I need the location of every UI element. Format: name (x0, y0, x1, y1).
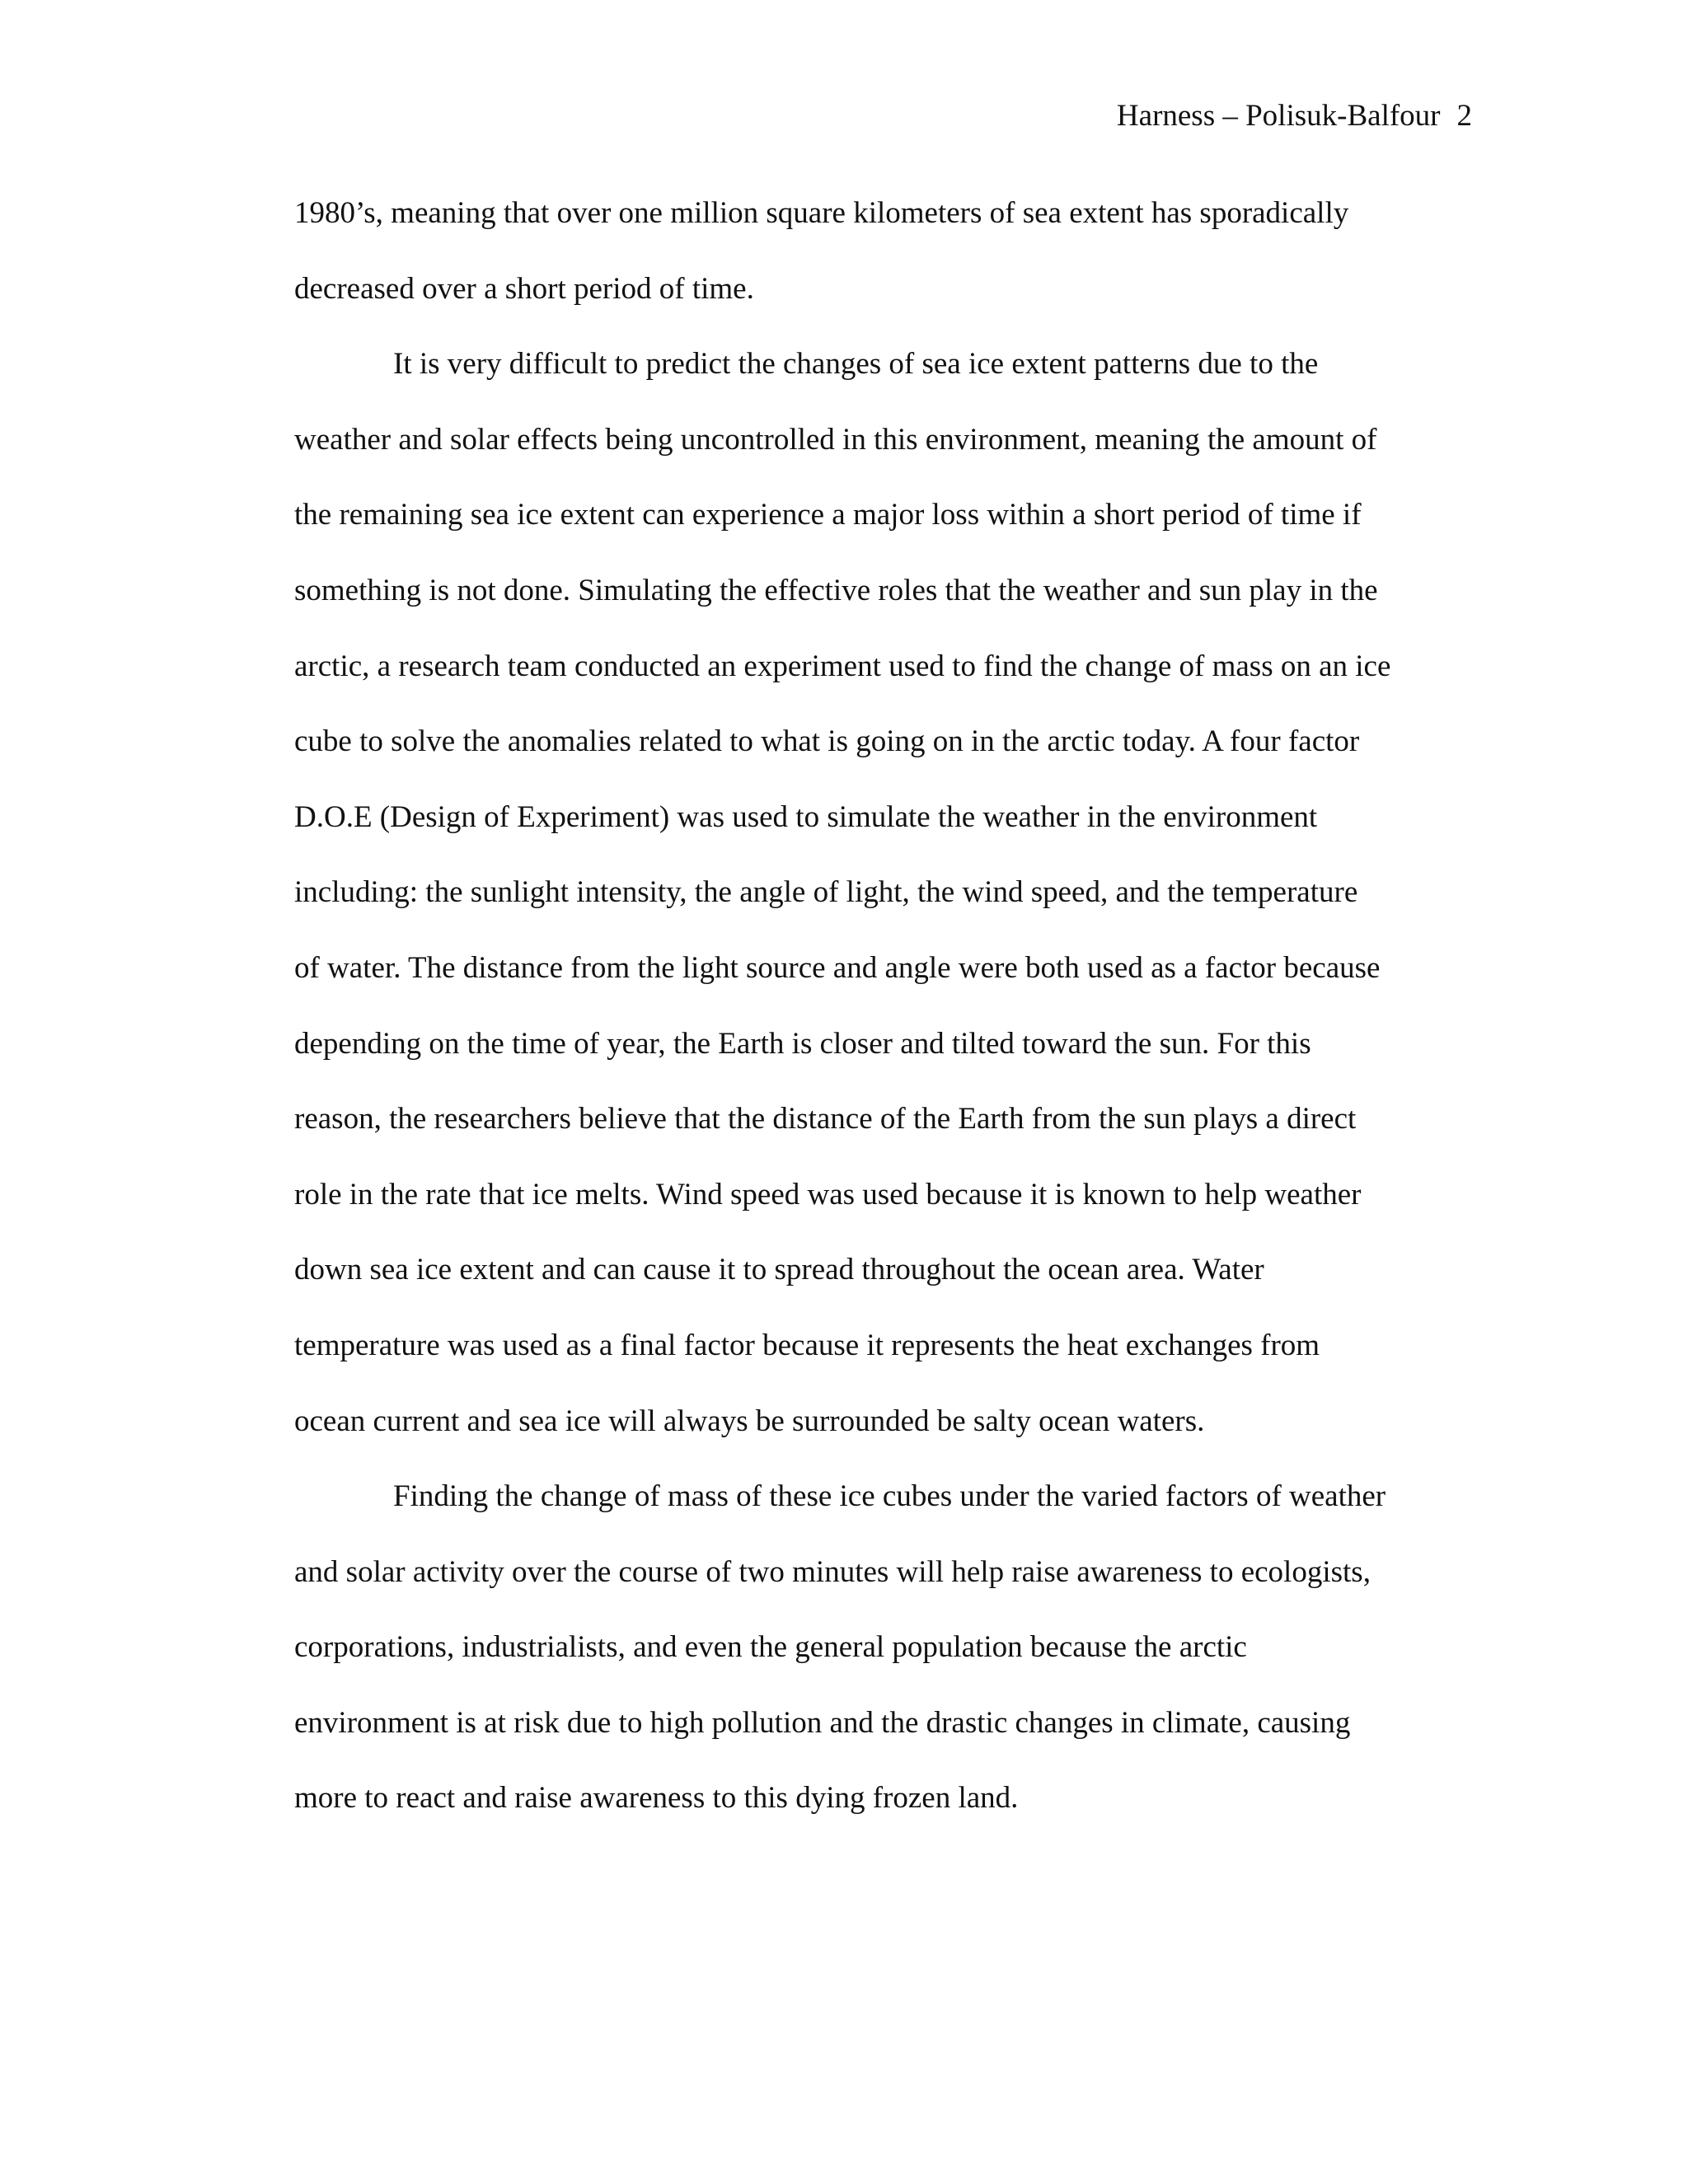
text-line: 1980’s, meaning that over one million square kilometers of sea extent has sporadically (294, 196, 1349, 230)
text-line: decreased over a short period of time. (294, 271, 754, 306)
text-line: environment is at risk due to high pollution and the drastic changes in climate, causing (294, 1705, 1351, 1740)
text-line: D.O.E (Design of Experiment) was used to simulate the weather in the environment (294, 799, 1318, 834)
text-line: the remaining sea ice extent can experience a major loss within a short period of time if (294, 498, 1362, 532)
text-line: depending on the time of year, the Earth is closer and tilted toward the sun. For this (294, 1026, 1311, 1061)
paragraph-first-line: It is very difficult to predict the changes of sea ice extent patterns due to the (393, 347, 1319, 382)
text-line: corporations, industrialists, and even the general population because the arctic (294, 1630, 1247, 1665)
text-line: including: the sunlight intensity, the angle of light, the wind speed, and the temperature (294, 875, 1358, 910)
page-number: 2 (1456, 99, 1472, 133)
running-head-text: Harness – Polisuk-Balfour (1116, 99, 1441, 133)
paragraph-first-line: Finding the change of mass of these ice cubes under the varied factors of weather (393, 1479, 1386, 1514)
text-line: weather and solar effects being uncontrolled in this environment, meaning the amount of (294, 422, 1377, 457)
text-line: and solar activity over the course of two minutes will help raise awareness to ecologists, (294, 1554, 1371, 1589)
text-line: arctic, a research team conducted an experiment used to find the change of mass on an ice (294, 649, 1391, 683)
text-line: ocean current and sea ice will always be surrounded be salty ocean waters. (294, 1404, 1205, 1438)
text-line: something is not done. Simulating the effective roles that the weather and sun play in the (294, 573, 1378, 607)
text-line: reason, the researchers believe that the distance of the Earth from the sun plays a direct (294, 1102, 1357, 1137)
text-line: of water. The distance from the light source and angle were both used as a factor because (294, 950, 1381, 985)
text-line: down sea ice extent and can cause it to spread throughout the ocean area. Water (294, 1253, 1264, 1287)
text-line: temperature was used as a final factor because it represents the heat exchanges from (294, 1328, 1320, 1362)
body-text (294, 194, 1473, 1855)
text-line: cube to solve the anomalies related to what is going on in the arctic today. A four factor (294, 724, 1360, 759)
text-line: more to react and raise awareness to this dying frozen land. (294, 1781, 1019, 1816)
text-line: role in the rate that ice melts. Wind speed was used because it is known to help weather (294, 1177, 1362, 1212)
running-header (1117, 97, 1472, 135)
